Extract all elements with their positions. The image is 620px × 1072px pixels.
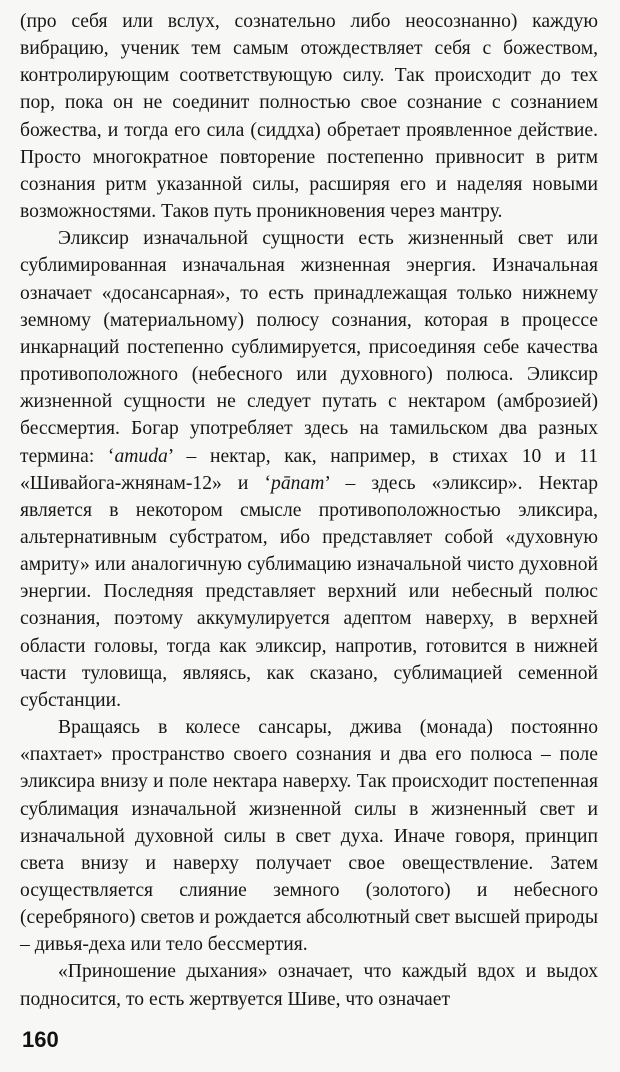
- paragraph-2: [20, 225, 598, 714]
- term-amuda: amuda: [114, 445, 168, 467]
- paragraph-1: (про себя или вслух, сознательно либо неосознанно) каждую вибрацию, ученик тем самым отождествляет себя с божеством, контролирующим соответствующую силу. Так происходит до тех пор, пока он не соединит полностью свое сознание с сознанием божества, и тогда его сила (сиддха) обретает проявленное действие. Просто многократное повторение постепенно привносит в ритм сознания ритм указанной силы, расширяя его и наделяя новыми возможностями. Таков путь проникновения через мантру.: [20, 11, 598, 223]
- paragraph-2-text-middle: ’ – нектар, как, например, в стихах 10 и 11 «Шивайога-жнянам-12» и ‘: [20, 445, 598, 494]
- page-number: 160: [22, 1027, 59, 1052]
- term-panam: pānam: [271, 472, 325, 494]
- paragraph-3: Вращаясь в колесе сансары, джива (монада) постоянно «пахтает» пространство своего сознания и два его полюса – поле эликсира внизу и поле нектара наверху. Так происходит постепенная сублимация изначальной жизненной силы в жизненный свет и изначальной духовной силы в свет духа. Иначе говоря, принцип света внизу и наверху получает свое овеществление. Затем осуществляется слияние земного (золотого) и небесного (серебряного) светов и рождается абсолютный свет высшей природы – дивья-деха или тело бессмертия.: [20, 717, 598, 956]
- paragraph-2-text-before: Эликсир изначальной сущности есть жизненный свет или сублимированная изначальная жизненная энергия. Изначальная означает «досансарная», то есть принадлежащая только нижнему земному (материальному) полюсу сознания, которая в процессе инкарнаций постепенно сублимируется, присоединяя себе качества противоположного (небесного или духовного) полюса. Эликсир жизненной сущности не следует путать с нектаром (амброзией) бессмертия. Богар употребляет здесь на тамильском два разных термина: ‘: [20, 228, 598, 467]
- paragraph-4: «Приношение дыхания» означает, что каждый вдох и выдох подносится, то есть жертвуется Шиве, что означает: [20, 961, 598, 1010]
- paragraph-2-text-after: ’ – здесь «эликсир». Нектар является в некотором смысле противоположностью эликсира, альтернативным субстратом, ибо представляет собой «духовную амриту» или аналогичную сублимацию изначальной чисто духовной энергии. Последняя представляет верхний или небесный полюс сознания, поэтому аккумулируется адептом наверху, в верхней области головы, тогда как эликсир, напротив, готовится в нижней части туловища, являясь, как сказано, сублимацией семенной субстанции.: [20, 472, 598, 711]
